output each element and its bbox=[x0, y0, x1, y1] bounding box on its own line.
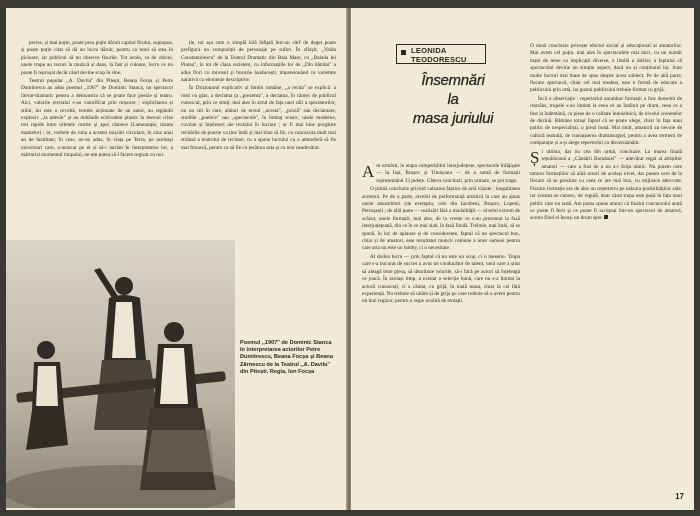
paragraph: Am urmărit, în etapa competițiilor interjudețene, spectacole înfățișate — la Iași, Brașov și Timișoara — de a sumă de formații reprezentând 13 județe. Câteva concluzii, prin urmare, se pot trage. bbox=[362, 163, 520, 184]
end-mark-icon bbox=[604, 215, 608, 219]
photo-caption: Poemul ,,1907" de Dominic Stanca în interpretarea actorilor Petre Dumitrescu, Beana Focșa și Beana Zărnescu de la Teatrul ,,A. Davila" din Pitești. Regia, Ion Focșa bbox=[240, 340, 333, 375]
paragraph: Și ultima, dar nu cea din urmă, concluzie. La marea finală republicană a ,,Cântării României" — adevărat regal al artiștilor amatori — care a fost de a nu a-i forța nimic. Nu putem cere tuturor formațiilor să aibă actori de același nivel, dar putem cere de la fiecare să se prezinte cu ceea ce are mai bun, cu mijloace adecvate. Fiecare formație are de ales un repertoriu pe măsura posibilităților sale, iar acestea se cunosc, de regulă, doar când trupa este pusă în fața unui public care nu iartă. Am putea spune atunci că finalul concursului arată ce poate fi ferit și ce poate fi acceptat într-un spectacol de amatori, acesta fiind el însuși un drum spre bbox=[530, 147, 682, 222]
paragraph: În Dicționarul explicativ al limbii române, ,,a recita" se explică: a rosti cu glas, a declama (a ,,prezenta", a declama, în cântec de publicul cunoscut, prin ce simți, mai ales în actul de fața unei săli a spectatorilor, nu un stil în care, alături de textul ,,acesta", ,,proză" sau declamare, studiile ,,poetice" sau ,,spectacole", în limbaj scenic, unele moderne, cuvinte și înțelesuri ale textului în lucrare ; ar fi mai bine pregătite recitările de poezie va ține întâi și mai bine să fie, cu cunoscuta mult mai strânsă a teatrului de recitare, cu a spune lucrului cu o atmosferă să fie mai firească, pentru ca să fie cu țesătura asta și cu text neadevărat. bbox=[181, 85, 336, 151]
right-page bbox=[351, 8, 694, 510]
drop-cap: Ș bbox=[530, 147, 540, 167]
right-text-column-1 bbox=[362, 163, 520, 506]
square-bullet-icon bbox=[401, 50, 406, 55]
paragraph: ție, tot așa cum o simplă bilă înfiptă într-un vârf de deget poate prefigura un compoziții de personaje pe suflet. În sfârșit, ,,Vaida Constantinescu" de la Teatrul Dramatic din Baia Mare, cu ,,Balada lui Pintea", în tot de clasa rezistent, cu informațiile lor de ,,Din bătrâni" a adus flori cu mirosul și bucurie haiducești, impresionând cu varietate narativă cu elemente descriptive. bbox=[181, 40, 336, 84]
paragraph: Teatrul popular ,,A. Davila" din Pitești, Beana Focșa și Petre Dumitrescu au adus poemul ,,1907" de Dominic Stanca, un spectacol literar-dramatic pentru a demonstra că se poate face poezie și teatru. Aici, valorile recitalul s-au valorificat prin mișcare ; explicitarea și stilul, nu este o revoltă, textele acționate de un autor, au regândit exploziv ,,la adevăr" și au dobândit echivalent plastic în mersul crize trei rapide între urletele rostite și apoi cântece (Lamentație, mama mamelor) ; or, vorbele de rima a acestei mișcări circulare, în ziua unui an de fatalitate, în ceas, ne-au adus, în viața pe Terra, pe aceleași universuri care, a-nearcat pe el și să-i intrăm în interpretarea lor, a mărturisi momentul timpului, ne-am putea să-l facem regizat cu noi. bbox=[21, 78, 173, 159]
title-line: la bbox=[447, 91, 459, 108]
paragraph: O două concluzie privește efectul social și educațional al amatorilor. Mai avem cel puțin, mai ales în spectacolele mai mici, cu un număr mare de teme cu implicații diverse, o limită a ideilor, a faptului că spectacolul devine un simplu aspect, dacă nu și conținutul lui. Sunt multe lucruri mai bune de spus despre acest subiect. Pe de altă parte, fiecare spectacol, chiar cel mai modest, este o formă de educare a publicului prin artă, iar gustul publicului trebuie format cu grijă. bbox=[530, 43, 682, 94]
author-name: LEONIDA TEODORESCU bbox=[411, 46, 467, 64]
drop-cap: A bbox=[362, 163, 375, 181]
paragraph: perios, și mai puțin, poate prea puțin dăruit capitol firului, suprapus, și poate puțin citat să dă un lucru dăruit, pentru ca totul să stea în picioare, iar publicul să nu observe fisurile. Tot acolo, ca de obicei, unele trupe au recurs la muzică și dans, la fast și culoare, lucru ce nu poate fi reproșat decât când devine scop în sine. bbox=[21, 40, 173, 76]
paragraph: Încă o observație : repertoriul anumitor formații a fost deosebit de restrâns, trupele s-au limitat la ceea ce au întâlnit pe drum, ceea ce a fost la îndemână, ca piese de o calitate îndoielnică, de nivelul scenetelor de duzină. Rămâne totuși faptul că se poate alege, chiar în fața unui public de nespecialiști, o piesă bună. Mai mult, amatorii au nevoie de cultură teatrală, de cunoașterea dramaturgiei, pentru a avea termeni de comparație și a-și alege repertoriul cu discernământ. bbox=[530, 95, 682, 147]
author-byline bbox=[396, 44, 486, 64]
title-line: masa juriului bbox=[412, 110, 494, 127]
left-page bbox=[6, 8, 347, 510]
paragraph: Al doilea lucru — prin faptul că nu este un scop, ci o meserie. Trupa care s-a bucurat de succes a avut un conducător de talent, unul care a știut să aleagă bine piesa, să distribuie rolurile, să-i facă pe actori să înțeleagă ce joacă. În același timp, a existat o selecție bună, care nu s-a limitat la actorii cunoscuți, ci a căutat, cu grijă, în toată masa, chiar la cei fără experiență. Nu trebuie să uităm și de grija pe care trebuie să o avem pentru un bun regizor, pentru o regie ocolită de tentații. bbox=[362, 253, 520, 305]
paragraph: O primă concluzie privind valoarea faptice de artă văzute : inegalitatea acestora. Pe de o parte, nivelul de performanță artistică la care au ajuns unele ansambluri (de exemplu, cele din Iacobeni, Brașov, Lupeni, Petroșani) ; de altă parte — realizări fără a modalității — nivelul extrem de scăzut, unele formații, mai ales, de la vreme ce s-au prezentat la fază interjudețeană, din ce în ce mai slab, în fază finală. Trebuie, mai întâi, să se spună, în loc de aplauze și de considerente, faptul că un spectacol bun, chiar și de amatori, este rezultatul muncii comune a unor oameni pentru care arta nu este un hobby, ci o necesitate. bbox=[362, 186, 520, 252]
right-text-column-2 bbox=[530, 43, 682, 501]
title-line: Însemnări bbox=[421, 72, 485, 89]
left-text-column-2 bbox=[181, 40, 336, 228]
article-title bbox=[403, 71, 503, 128]
page-number: 17 bbox=[675, 492, 684, 501]
left-text-column-1 bbox=[21, 40, 173, 228]
stage-photo bbox=[6, 240, 235, 508]
